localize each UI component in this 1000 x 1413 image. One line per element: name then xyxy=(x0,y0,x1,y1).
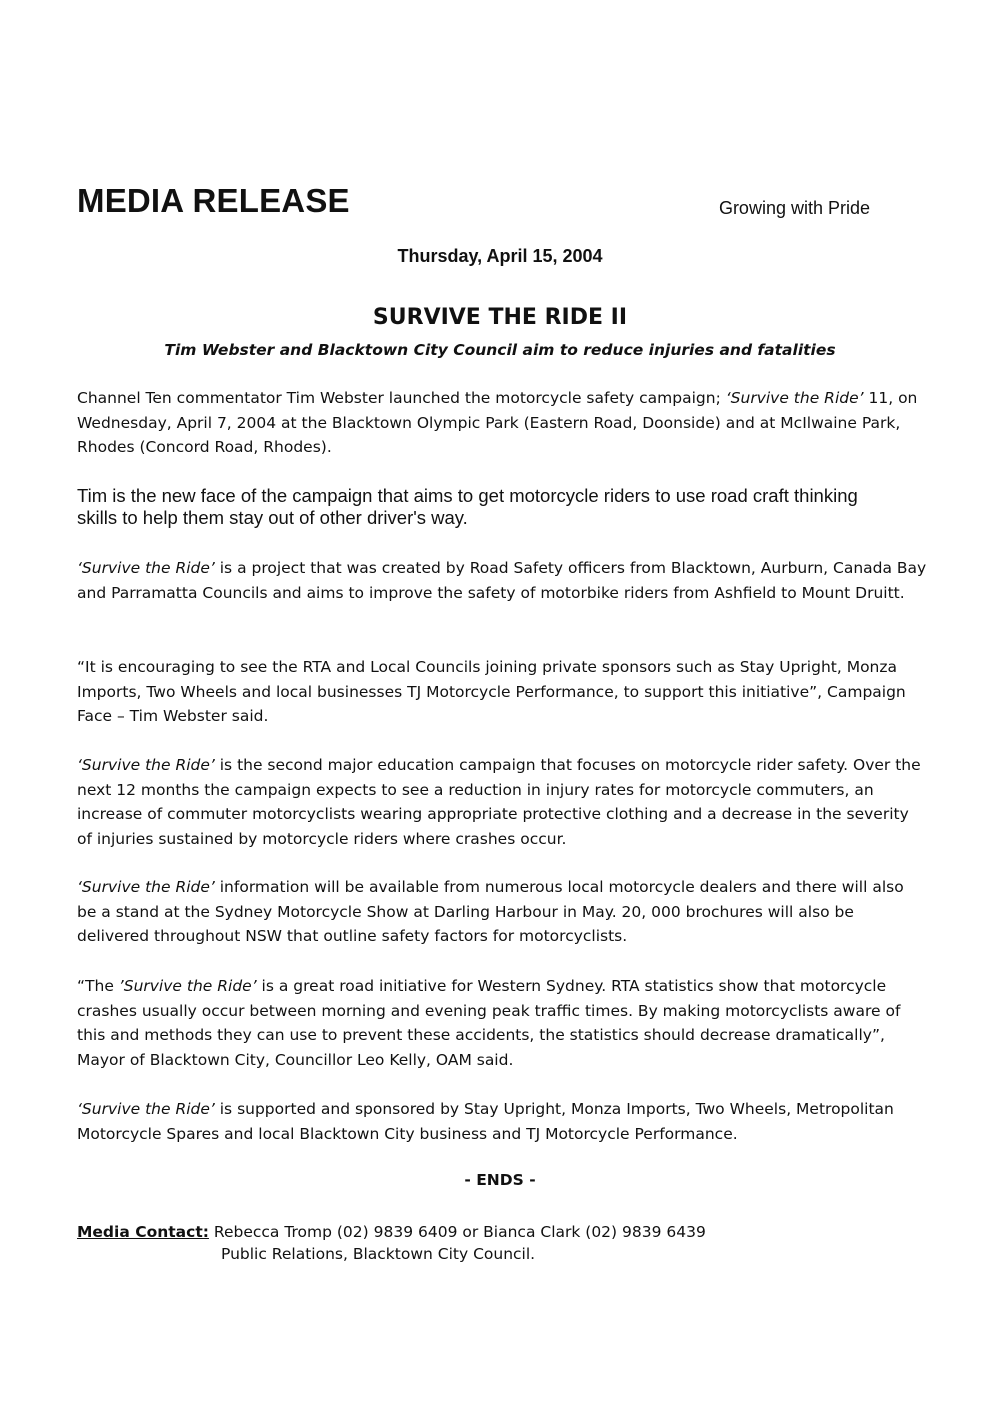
media-contact-department: Public Relations, Blacktown City Council. xyxy=(221,1245,536,1263)
paragraph-text: Channel Ten commentator Tim Webster launched the motorcycle safety campaign; xyxy=(77,389,726,407)
paragraph-information xyxy=(77,875,927,949)
paragraph-campaign-goals xyxy=(77,753,927,851)
media-contact-label: Media Contact: xyxy=(77,1223,209,1241)
headline: SURVIVE THE RIDE II xyxy=(372,305,628,330)
paragraph-webster-quote: “It is encouraging to see the RTA and Local Councils joining private sponsors such as Stay Upright, Monza Imports, Two Wheels and local businesses TJ Motorcycle Performance, to support this initiative”, Campaign Face – Tim Webster said. xyxy=(77,658,906,725)
campaign-name: ‘Survive the Ride’ xyxy=(725,389,864,407)
paragraph-mayor-quote xyxy=(77,974,927,1072)
campaign-name: ’Survive the Ride’ xyxy=(118,977,257,995)
paragraph-launch xyxy=(77,386,927,460)
paragraph-text: is a project that was created by Road Safety officers from Blacktown, Aurburn, Canada Bay and Parramatta Councils and aims to improve the safety of motorbike riders from Ashfield to Mount Druitt. xyxy=(77,559,927,602)
document-title: MEDIA RELEASE xyxy=(77,182,350,219)
paragraph-campaign-face: Tim is the new face of the campaign that aims to get motorcycle riders to use road craft thinking skills to help them stay out of other driver's way. xyxy=(77,485,858,528)
media-contact xyxy=(77,1220,706,1245)
campaign-name: ‘Survive the Ride’ xyxy=(77,756,215,774)
paragraph-text: is a great road initiative for Western Sydney. RTA statistics show that motorcycle crashes usually occur between morning and evening peak traffic times. By making motorcyclists aware of this and methods they can use to prevent these accidents, the statistics should decrease dramatically”, Mayor of Blacktown City, Councillor Leo Kelly, OAM said. xyxy=(77,977,901,1069)
paragraph-text: “The xyxy=(77,977,119,995)
release-date: Thursday, April 15, 2004 xyxy=(397,246,603,266)
subheadline: Tim Webster and Blacktown City Council aim to reduce injuries and fatalities xyxy=(164,341,836,359)
paragraph-text: 11, on Wednesday, April 7, 2004 at the Blacktown Olympic Park (Eastern Road, Doonside) and at McIlwaine Park, Rhodes (Concord Road, Rhodes). xyxy=(77,389,918,456)
paragraph-text: is the second major education campaign that focuses on motorcycle rider safety. Over the next 12 months the campaign expects to see a reduction in injury rates for motorcycle commuters, an increase of commuter motorcyclists wearing appropriate protective clothing and a decrease in the severity of injuries sustained by motorcycle riders where crashes occur. xyxy=(77,756,921,848)
ends-marker: - ENDS - xyxy=(464,1171,536,1189)
paragraph-sponsors xyxy=(77,1097,927,1146)
paragraph-text: is supported and sponsored by Stay Upright, Monza Imports, Two Wheels, Metropolitan Motorcycle Spares and local Blacktown City business and TJ Motorcycle Performance. xyxy=(77,1100,894,1143)
campaign-name: ‘Survive the Ride’ xyxy=(77,878,215,896)
campaign-name: ‘Survive the Ride’ xyxy=(77,1100,215,1118)
campaign-name: ‘Survive the Ride’ xyxy=(77,559,215,577)
council-tagline: Growing with Pride xyxy=(718,198,870,218)
paragraph-project-origin xyxy=(77,556,927,605)
media-contact-names: Rebecca Tromp (02) 9839 6409 or Bianca Clark (02) 9839 6439 xyxy=(208,1223,706,1241)
paragraph-text: information will be available from numerous local motorcycle dealers and there will also be a stand at the Sydney Motorcycle Show at Darling Harbour in May. 20, 000 brochures will also be delivered throughout NSW that outline safety factors for motorcyclists. xyxy=(77,878,904,945)
